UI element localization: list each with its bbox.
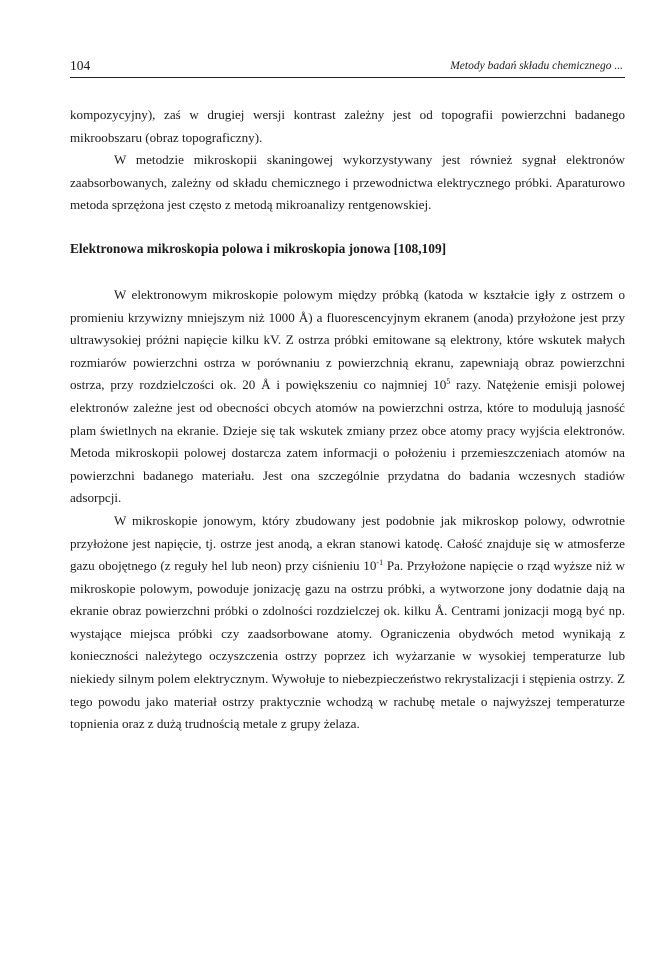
exponent-magnification: 5 — [446, 377, 451, 387]
paragraph-field-microscopy — [70, 284, 625, 510]
running-title: Metody badań składu chemicznego ... — [450, 60, 623, 72]
field-text-part1: W elektronowym mikroskopie polowym między próbką (katoda w kształcie igły z ostrzem o promieniu krzywizny mniejszym niż 1000 Å) a fluorescencyjnym ekranem (anoda) przyłożone jest przy ultrawysokiej próżni napięcie kilku kV. Z ostrza próbki emitowane są elektrony, które wskutek małych rozmiarów powierzchni ostrza w porównaniu z powierzchnią ekranu, zapewniają obraz powierzchni ostrza, przy rozdzielczości ok. 20 Å i powiększeniu co najmniej 10 — [70, 286, 625, 393]
paragraph-scanning-microscopy: W metodzie mikroskopii skaningowej wykorzystywany jest również sygnał elektronów zaabsorbowanych, zależny od składu chemicznego i przewodnictwa elektrycznego próbki. Aparaturowo metoda sprzężona jest często z metodą mikroanalizy rentgenowskiej. — [70, 152, 625, 213]
section-heading: Elektronowa mikroskopia polowa i mikroskopia jonowa [108,109] — [70, 240, 447, 256]
paragraph-ion-microscopy — [70, 510, 625, 736]
ion-text-part2: Pa. Przyłożone napięcie o rząd wyższe niż w mikroskopie polowym, powoduje jonizację gazu na ostrzu próbki, a wytworzone jony dodatnie dają na ekranie obraz powierzchni próbki o zdolności rozdzielczej ok. kilku Å. Centrami jonizacji mogą być np. wystające miejsca próbki czy zaadsorbowane atomy. Ograniczenia obydwóch metod wynikają z konieczności należytego oczyszczenia ostrzy poprzez ich wyżarzanie w wysokiej temperaturze lub niekiedy silnym polem elektrycznym. Wywołuje to niebezpieczeństwo rekrystalizacji i stępienia ostrzy. Z tego powodu jako materiał ostrzy praktycznie wchodzą w rachubę metale o najwyższej temperaturze topnienia oraz z dużą trudnością metale z grupy żelaza. — [70, 558, 625, 732]
paragraph-continuation: kompozycyjny), zaś w drugiej wersji kontrast zależny jest od topografii powierzchni badanego mikroobszaru (obraz topograficzny). — [70, 107, 625, 145]
ion-text-part1: W mikroskopie jonowym, który zbudowany jest podobnie jak mikroskop polowy, odwrotnie przyłożone jest napięcie, tj. ostrze jest anodą, a ekran stanowi katodę. Całość znajduje się w atmosferze gazu obojętnego (z reguły hel lub neon) przy ciśnieniu 10 — [70, 512, 625, 574]
field-text-part2: razy. Natężenie emisji polowej elektronów zależne jest od obecności obcych atomów na powierzchni ostrza, które to modulują jasność plam świetlnych na ekranie. Dzieje się tak wskutek zmiany przez obce atomy pracy wyjścia elektronów. Metoda mikroskopii polowej dostarcza zatem informacji o położeniu i przemieszczeniach atomów na powierzchni badanego materiału. Jest ona szczególnie przydatna do badania wczesnych stadiów adsorpcji. — [70, 377, 625, 506]
document-page — [70, 58, 625, 736]
page-number: 104 — [70, 58, 91, 73]
exponent-pressure: -1 — [376, 558, 384, 568]
page-header — [70, 58, 625, 78]
